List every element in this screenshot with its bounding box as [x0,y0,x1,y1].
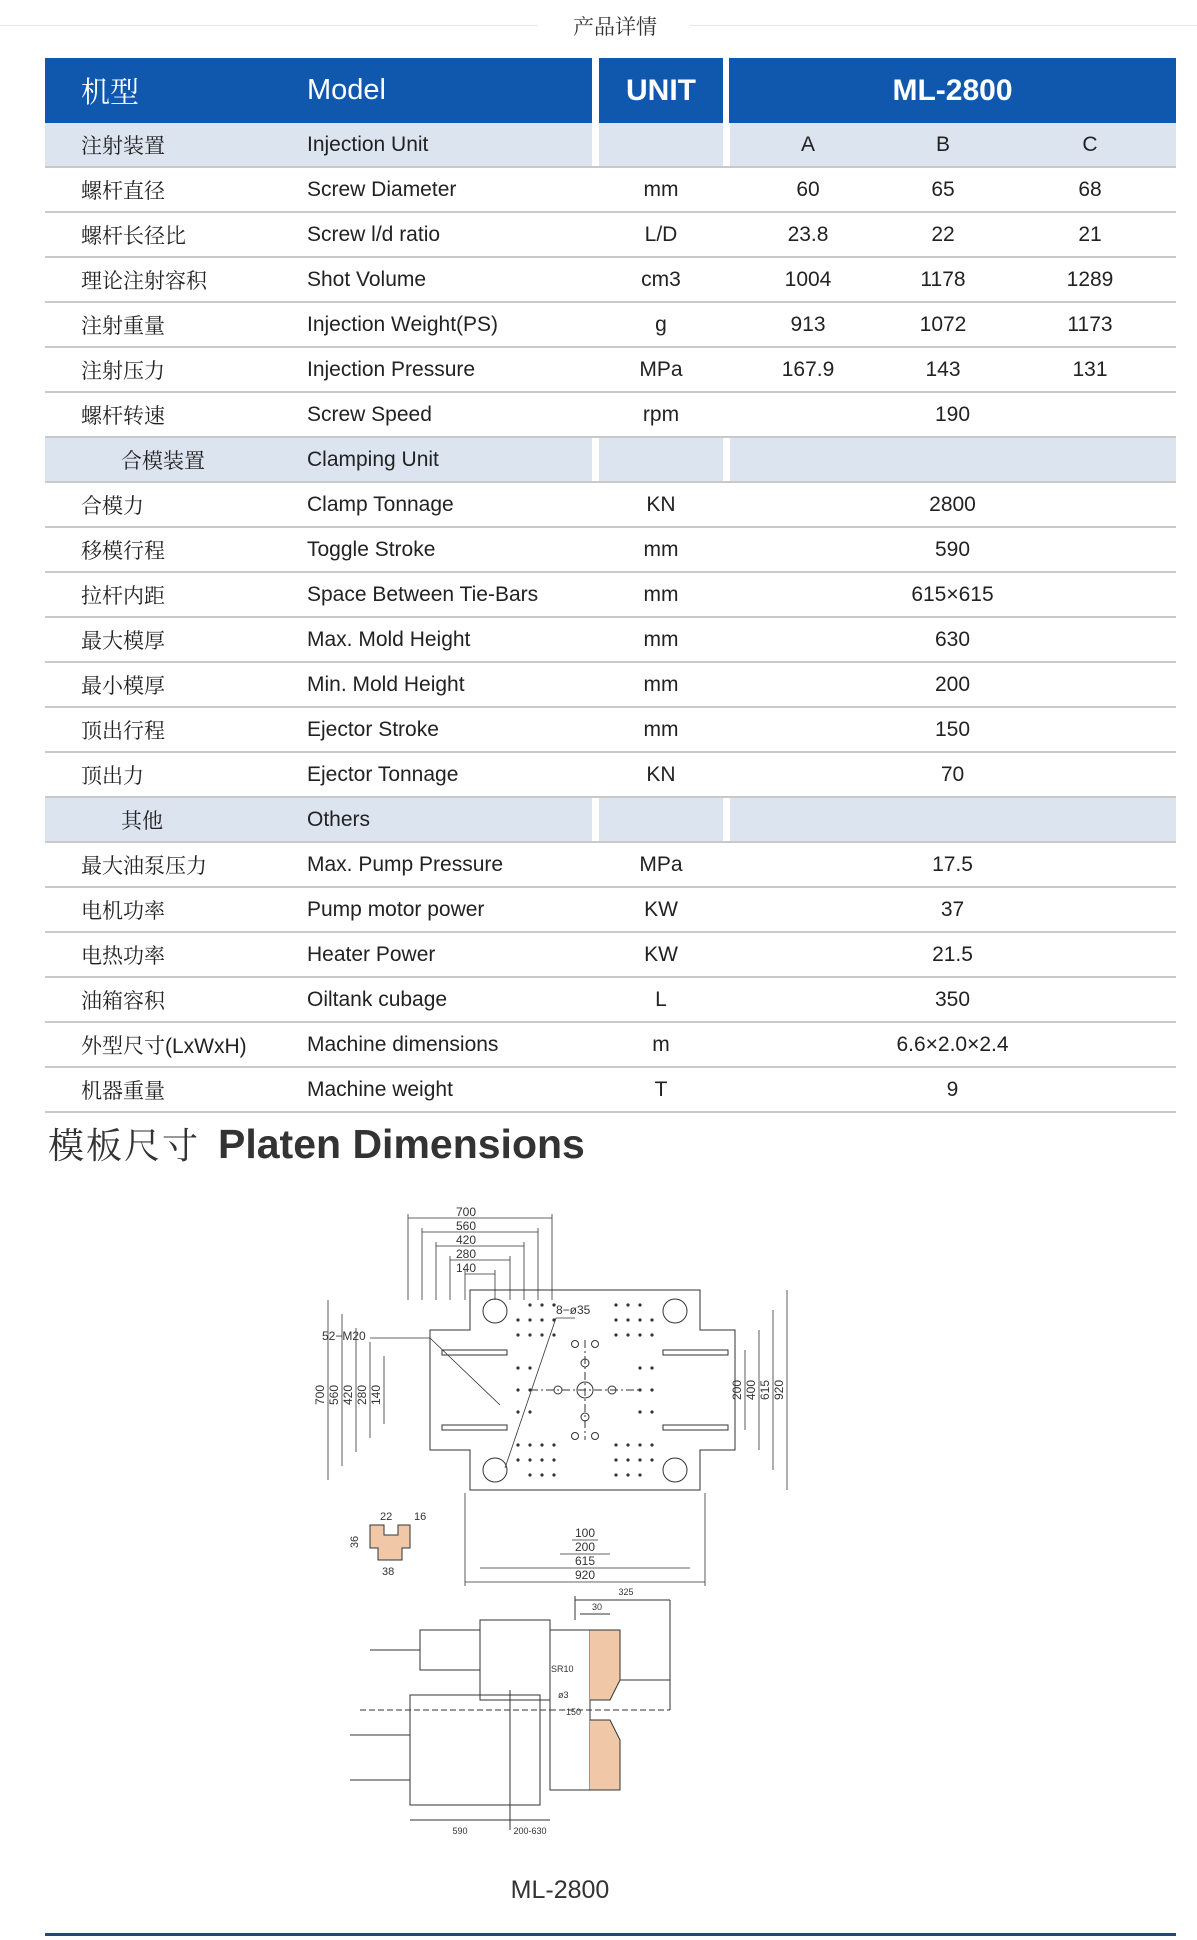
row-value: 590 [934,537,971,561]
row-value-b: 1072 [919,312,967,336]
center-hole [592,1341,599,1348]
header-model-name: ML-2800 [892,73,1013,107]
row-label-en: Machine dimensions [307,1032,499,1056]
dim-label: 615 [758,1379,772,1401]
row-value-c: 1289 [1066,267,1114,291]
row-label-cn: 螺杆直径 [81,179,165,203]
row-label-cn: 油箱容积 [81,989,165,1013]
row-label-en: Min. Mold Height [307,672,465,696]
column-b-label: B [935,132,950,156]
row-label-cn: 机器重量 [81,1079,165,1103]
row-label-cn: 螺杆长径比 [81,224,186,248]
row-value-b: 143 [925,357,961,381]
page-title: 产品详情 [573,16,657,39]
row-value-a: 1004 [784,267,832,291]
dim-label: 560 [455,1219,477,1233]
row-label-cn: 最大模厚 [81,629,165,653]
row-label-en: Screw Speed [307,402,432,426]
dim-label: 200 [574,1540,596,1554]
dim-label: ø3 [558,1690,569,1700]
row-label-cn: 理论注射容积 [81,269,207,293]
t-slot [663,1425,728,1430]
column-a-label: A [800,132,815,156]
row-value: 150 [934,717,971,741]
row-label-cn: 外型尺寸(LxWxH) [81,1034,247,1058]
platen-title-cn: 模板尺寸 [48,1125,201,1166]
row-label-en: Space Between Tie-Bars [307,582,539,606]
dim-label: 22 [380,1511,393,1523]
center-hole [592,1433,599,1440]
dim-label: 590 [452,1826,468,1836]
row-value-a: 167.9 [781,357,835,381]
row-unit: MPa [639,357,683,381]
row-label-en: Heater Power [307,942,436,966]
dim-label: 36 [349,1535,361,1549]
row-value-c: 68 [1078,177,1102,201]
row-value-a: 913 [790,312,826,336]
row-unit: cm3 [641,267,681,291]
table-row [45,168,1176,213]
row-value-a: 60 [796,177,820,201]
dim-label: 615 [574,1554,596,1568]
dim-label: 700 [455,1205,477,1219]
dim-label: 920 [772,1379,786,1401]
row-label-cn: 最小模厚 [81,674,165,698]
row-label-en: Screw Diameter [307,177,457,201]
t-slot-detail [370,1525,410,1560]
tie-bar-hole [663,1299,687,1323]
row-value: 70 [940,762,965,786]
dim-label: 100 [574,1526,596,1540]
row-value: 630 [934,627,971,651]
table-row [45,348,1176,393]
row-value-c: 21 [1078,222,1102,246]
dim-label: 400 [744,1379,758,1401]
row-unit: g [655,312,667,336]
bottom-divider [45,1933,1176,1936]
side-view [350,1596,670,1830]
dim-label: 700 [313,1384,327,1406]
table-row [45,573,1176,618]
row-unit: KN [646,762,676,786]
platen-section-title [48,1118,585,1169]
row-value: 6.6×2.0×2.4 [896,1032,1009,1056]
table-row [45,483,1176,528]
section-label-cn: 其他 [121,809,163,833]
row-value: 21.5 [932,942,973,966]
row-label-en: Max. Mold Height [307,627,471,651]
row-label-cn: 顶出行程 [81,719,165,743]
row-value-b: 1178 [920,267,966,291]
row-unit: T [654,1077,668,1101]
dim-label: 420 [341,1384,355,1406]
dim-label: 325 [618,1587,634,1597]
row-label-en: Max. Pump Pressure [307,852,504,876]
row-label-en: Toggle Stroke [307,537,436,561]
row-unit: KN [646,492,676,516]
row-label-cn: 电机功率 [81,899,165,923]
section-label-en: Clamping Unit [307,447,439,471]
table-row [45,843,1176,888]
section-label-en: Others [307,807,371,831]
row-value: 200 [934,672,971,696]
dim-label: 280 [355,1384,369,1406]
dim-label: 30 [591,1602,603,1612]
row-value: 37 [940,897,965,921]
t-slot [442,1425,507,1430]
table-row [45,708,1176,753]
row-label-cn: 合模力 [81,494,144,518]
section-label-cn: 合模装置 [121,449,205,473]
row-unit: L [655,987,667,1011]
row-unit: mm [643,627,679,651]
row-label-en: Oiltank cubage [307,987,448,1011]
dim-label: 150 [566,1707,582,1717]
table-row [45,1068,1176,1113]
row-value-c: 1173 [1067,312,1113,336]
row-label-cn: 顶出力 [81,764,144,788]
column-c-label: C [1082,132,1098,156]
row-value: 2800 [929,492,976,516]
row-unit: mm [643,672,679,696]
header-divider-left [0,25,538,26]
row-label-en: Injection Pressure [307,357,476,381]
table-row [45,618,1176,663]
page-header [0,0,1197,50]
dim-label: 200-630 [513,1826,547,1836]
row-label-en: Ejector Tonnage [307,762,459,786]
row-unit: MPa [639,852,683,876]
tie-bar-hole [663,1458,687,1482]
table-row [45,528,1176,573]
dim-label: 140 [455,1261,477,1275]
row-value: 9 [946,1077,959,1101]
table-row [45,888,1176,933]
row-label-cn: 注射重量 [81,314,165,338]
drawing-model-caption: ML-2800 [510,1876,610,1904]
row-label-en: Ejector Stroke [307,717,439,741]
row-unit: rpm [642,402,680,426]
row-label-en: Injection Weight(PS) [307,312,499,336]
row-value-c: 131 [1072,357,1108,381]
row-label-cn: 拉杆内距 [81,584,165,608]
row-unit: mm [643,537,679,561]
section-label-cn: 注射装置 [81,134,165,158]
dim-label: 140 [369,1384,383,1406]
tie-bar-hole [483,1299,507,1323]
row-value: 350 [934,987,971,1011]
section-label-en: Injection Unit [307,132,429,156]
row-label-en: Machine weight [307,1077,453,1101]
dim-label: 560 [327,1384,341,1406]
row-value-b: 65 [931,177,955,201]
row-value: 17.5 [932,852,973,876]
dim-label: 280 [455,1247,477,1261]
row-unit: KW [644,897,678,921]
section-others [45,798,1176,843]
row-value: 190 [934,402,971,426]
row-label-en: Clamp Tonnage [307,492,454,516]
dim-label: 16 [414,1511,427,1523]
bolt-note: 8−ø35 [556,1303,591,1317]
dim-label: 38 [382,1566,395,1578]
row-unit: m [652,1032,670,1056]
t-slot [663,1350,728,1355]
row-unit: mm [643,582,679,606]
platen-technical-drawing [313,1190,790,1840]
table-row [45,258,1176,303]
center-hole [572,1341,579,1348]
row-label-cn: 注射压力 [81,359,165,383]
header-model-cn: 机型 [81,77,140,109]
row-label-cn: 电热功率 [81,944,165,968]
tie-bar-hole [483,1458,507,1482]
dim-label: 420 [455,1233,477,1247]
row-label-en: Pump motor power [307,897,485,921]
row-label-cn: 移模行程 [81,539,165,563]
row-value-b: 22 [931,222,955,246]
section-injection-unit [45,123,1176,168]
row-unit: mm [643,177,679,201]
table-row [45,978,1176,1023]
platen-title-en: Platen Dimensions [218,1121,585,1167]
row-label-cn: 螺杆转速 [81,404,165,428]
table-row [45,393,1176,438]
row-unit: KW [644,942,678,966]
row-unit: mm [643,717,679,741]
t-slot [442,1350,507,1355]
table-row [45,933,1176,978]
center-hole [572,1433,579,1440]
spec-table [45,58,1176,1113]
row-unit: L/D [644,222,678,246]
section-clamping-unit [45,438,1176,483]
table-row [45,213,1176,258]
row-value: 615×615 [911,582,994,606]
header-unit: UNIT [626,73,696,107]
row-label-cn: 最大油泵压力 [81,854,207,878]
dim-label: 920 [574,1568,596,1582]
row-label-en: Shot Volume [307,267,427,291]
table-row [45,303,1176,348]
hole-note: 52−M20 [322,1329,366,1343]
dim-label: 200 [730,1379,744,1401]
table-row [45,663,1176,708]
row-label-en: Screw l/d ratio [307,222,441,246]
header-divider-right [690,25,1197,26]
dim-label: SR10 [551,1664,574,1674]
table-row [45,753,1176,798]
table-row [45,1023,1176,1068]
spec-table-header [45,58,1176,123]
row-value-a: 23.8 [787,222,829,246]
header-model-en: Model [307,74,386,106]
